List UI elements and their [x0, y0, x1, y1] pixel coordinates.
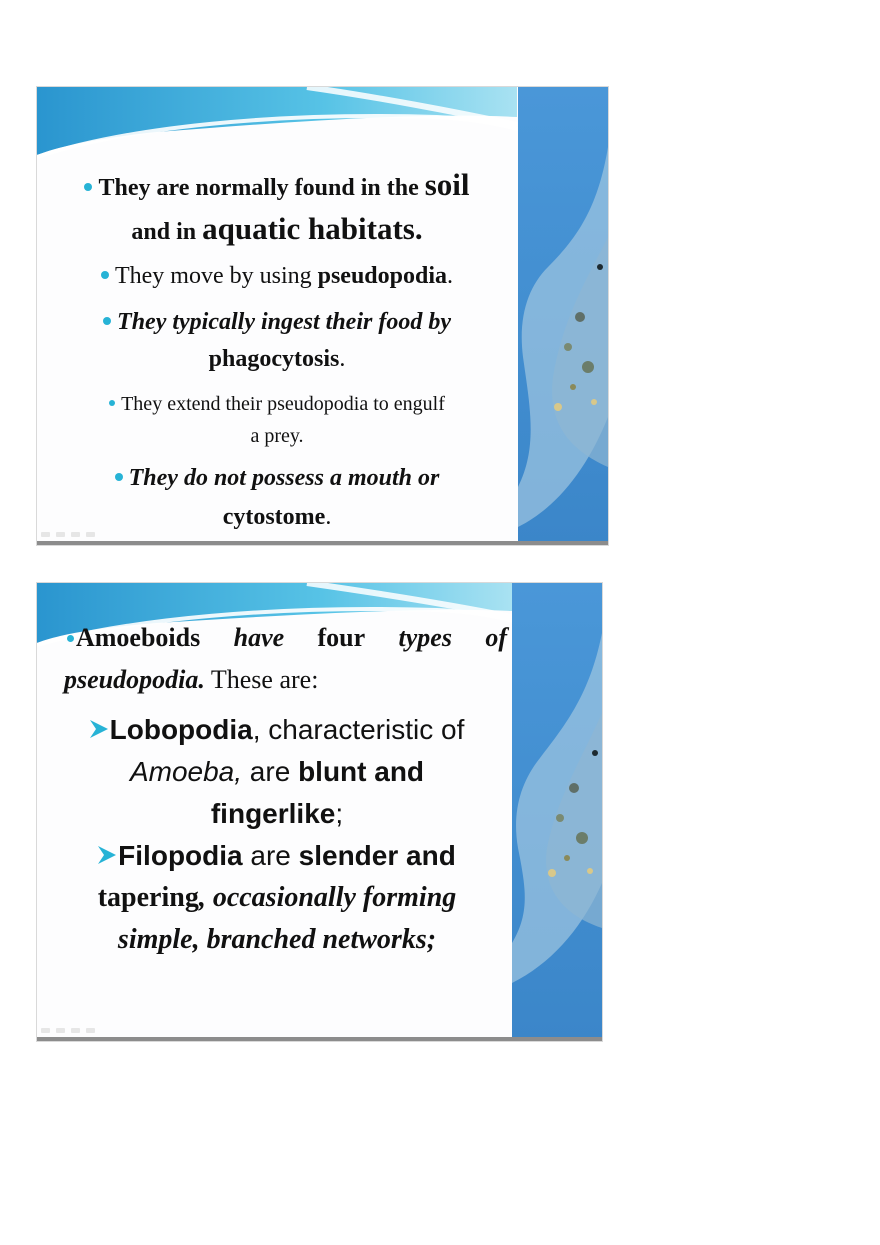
- slide-nav-controls: [41, 532, 95, 537]
- bullet-dot-icon: [67, 635, 74, 642]
- slide-bottom-border: [37, 541, 608, 545]
- lobopodia-line-1: Lobopodia, characteristic of: [37, 714, 517, 746]
- lobopodia-line-3: fingerlike;: [210, 798, 344, 829]
- bullet-dot-icon: [109, 400, 115, 406]
- bullet-dot-icon: [115, 473, 123, 481]
- amoeba-image-panel: [512, 583, 602, 1041]
- bullet-soil-line-2: and in aquatic habitats.: [131, 211, 423, 246]
- lobopodia-line-2: Amoeba, are blunt and: [129, 756, 425, 787]
- bullet-ingest-line-1: They typically ingest their food by: [37, 309, 517, 336]
- arrow-bullet-icon: [98, 845, 116, 865]
- bullet-dot-icon: [84, 183, 92, 191]
- intro-line-1: Amoeboids have four types of: [67, 623, 507, 653]
- bullet-mouth-line-1: They do not possess a mouth or: [37, 465, 517, 492]
- bullet-engulf-line-2: a prey.: [250, 425, 304, 447]
- slide-1: [37, 87, 608, 545]
- intro-line-2: pseudopodia. These are:: [64, 665, 319, 694]
- bullet-dot-icon: [101, 271, 109, 279]
- arrow-bullet-icon: [90, 719, 108, 739]
- bullet-soil-line-1: They are normally found in the soil: [37, 167, 517, 203]
- slide-bottom-border: [37, 1037, 602, 1041]
- amoeba-image-panel: [518, 87, 608, 545]
- bullet-pseudopodia: They move by using pseudopodia.: [37, 263, 517, 290]
- filopodia-line-3: simple, branched networks;: [117, 924, 437, 955]
- bullet-engulf-line-1: They extend their pseudopodia to engulf: [37, 393, 517, 416]
- bullet-mouth-line-2: cytostome.: [222, 504, 332, 530]
- slide-nav-controls: [41, 1028, 95, 1033]
- filopodia-line-1: Filopodia are slender and: [37, 840, 517, 872]
- slide-2: [37, 583, 602, 1041]
- bullet-dot-icon: [103, 317, 111, 325]
- filopodia-line-2: tapering, occasionally forming: [97, 882, 457, 913]
- bullet-ingest-line-2: phagocytosis.: [208, 346, 346, 372]
